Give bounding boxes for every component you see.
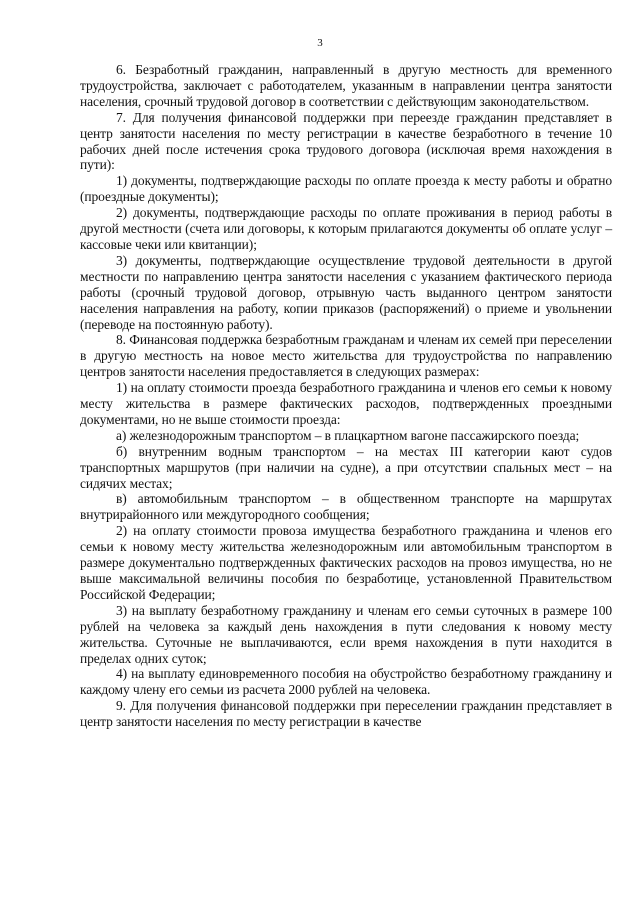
- paragraph-6: 6. Безработный гражданин, направленный в другую местность для временного трудоустройства, заключает с работодателем, указанным в направлении центра занятости населения, срочный трудовой договор в соответствии с действующим законодательством.: [80, 62, 612, 109]
- paragraph-8-item-3: 3) на выплату безработному гражданину и членам его семьи суточных в размере 100 рублей на человека за каждый день нахождения в пути следования к новому месту жительства. Суточные не выплачиваются, если время нахождения в пути находится в пределах одних суток;: [80, 602, 612, 666]
- paragraph-7-item-1: 1) документы, подтверждающие расходы по оплате проезда к месту работы и обратно (проездные документы);: [80, 173, 612, 205]
- paragraph-8-item-1b: б) внутренним водным транспортом – на местах III категории кают судов транспортных маршрутов (при наличии на судне), а при отсутствии спальных мест – на сидячих местах;: [80, 443, 612, 491]
- paragraph-8: 8. Финансовая поддержка безработным гражданам и членам их семей при переселении в другую местность на новое место жительства для трудоустройства по направлению центров занятости населения предоставляется в следующих размерах:: [80, 332, 612, 380]
- paragraph-8-item-4: 4) на выплату единовременного пособия на обустройство безработному гражданину и каждому члену его семьи из расчета 2000 рублей на человека.: [80, 666, 612, 698]
- page-number: 3: [317, 37, 323, 49]
- paragraph-8-item-2: 2) на оплату стоимости провоза имущества безработного гражданина и членов его семьи к новому месту жительства железнодорожным или автомобильным транспортом в размере документально подтвержденных фактических расходов на провоз имущества, но не выше максимальной величины пособия по безработице, установленной Правительством Российской Федерации;: [80, 523, 612, 602]
- paragraph-8-item-1a: а) железнодорожным транспортом – в плацкартном вагоне пассажирского поезда;: [116, 427, 580, 443]
- paragraph-8-item-1c: в) автомобильным транспортом – в общественном транспорте на маршрутах внутрирайонного или междугородного сообщения;: [80, 491, 612, 523]
- paragraph-9: 9. Для получения финансовой поддержки при переселении гражданин представляет в центр занятости населения по месту регистрации в качестве: [80, 698, 612, 730]
- paragraph-8-item-1: 1) на оплату стоимости проезда безработного гражданина и членов его семьи к новому месту жительства в размере фактических расходов, подтвержденных проездными документами, но не выше стоимости проезда:: [80, 380, 612, 427]
- document-body: [80, 62, 612, 730]
- paragraph-7-item-3: 3) документы, подтверждающие осуществление трудовой деятельности в другой местности по направлению центра занятости населения с указанием фактического периода работы (срочный трудовой договор, отрывную часть выданного центром занятости населения направления на работу, копии приказов (распоряжений) о приеме и увольнении (переводе на постоянную работу).: [80, 252, 612, 332]
- paragraph-7-item-2: 2) документы, подтверждающие расходы по оплате проживания в период работы в другой местности (счета или договоры, к которым прилагаются документы об оплате услуг – кассовые чеки или квитанции);: [80, 205, 612, 252]
- paragraph-7: 7. Для получения финансовой поддержки при переезде гражданин представляет в центр занятости населения по месту регистрации в качестве безработного в течение 10 рабочих дней после истечения срока трудового договора (исключая время нахождения в пути):: [80, 109, 612, 173]
